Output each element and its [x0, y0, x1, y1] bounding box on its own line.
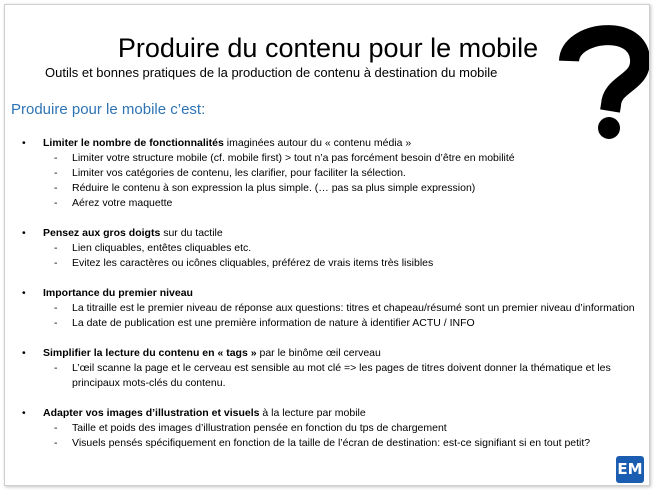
section-2 [11, 226, 641, 271]
sub-item-text: Réduire le contenu à son expression la plus simple. (… pas sa plus simple expression) [72, 182, 476, 194]
section-5 [11, 406, 641, 451]
bullet-bold-text: Limiter le nombre de fonctionnalités [43, 137, 224, 149]
sub-item-text: La date de publication est une première information de nature à identifier ACTU / INFO [72, 317, 475, 329]
sub-item [11, 181, 641, 196]
sub-item-text: Visuels pensés spécifiquement en fonction de la taille de l’écran de destination: est-ce signifiant si en tout petit? [72, 437, 591, 449]
sub-item-text: Limiter votre structure mobile (cf. mobile first) > tout n’a pas forcément besoin d’être en mobilité [72, 152, 515, 164]
bullet-marker: • [22, 227, 26, 239]
slide-subtitle: Outils et bonnes pratiques de la production de contenu à destination du mobile [45, 65, 498, 80]
main-bullet [11, 346, 641, 361]
sub-item-text: La titraille est le premier niveau de réponse aux questions: titres et chapeau/résumé sont un premier niveau d’information [72, 302, 635, 314]
sub-item [11, 436, 641, 451]
question-mark-icon [556, 25, 650, 145]
bullet-text: sur du tactile [160, 227, 223, 239]
section-1 [11, 136, 641, 211]
bullet-text: à la lecture par mobile [259, 407, 366, 419]
bullet-bold-text: Simplifier la lecture du contenu en « tags » [43, 347, 257, 359]
em-logo: EM [616, 456, 644, 483]
dash-marker: - [54, 167, 58, 179]
dash-marker: - [54, 242, 58, 254]
slide-title: Produire du contenu pour le mobile [117, 33, 539, 63]
sub-item [11, 316, 641, 331]
dash-marker: - [54, 152, 58, 164]
section-3 [11, 286, 641, 331]
dash-marker: - [54, 422, 58, 434]
dash-marker: - [54, 257, 58, 269]
sub-item [11, 196, 641, 211]
sub-item-text: Taille et poids des images d’illustration pensée en fonction du tps de chargement [72, 422, 447, 434]
dash-marker: - [54, 302, 58, 314]
main-bullet [11, 136, 641, 151]
bullet-marker: • [22, 347, 26, 359]
bullet-text: imaginées autour du « contenu média » [223, 137, 412, 149]
sub-item [11, 301, 641, 316]
sub-item [11, 421, 641, 436]
dash-marker: - [54, 182, 58, 194]
bullet-bold-text: Pensez aux gros doigts [43, 227, 161, 239]
main-bullet [11, 226, 641, 241]
bullet-bold-text: Importance du premier niveau [43, 287, 193, 299]
sub-item [11, 151, 641, 166]
bullet-bold-text: Adapter vos images d’illustration et visuels [43, 407, 260, 419]
sub-item-text: Lien cliquables, entêtes cliquables etc. [72, 242, 252, 254]
sub-item-text: Limiter vos catégories de contenu, les clarifier, pour faciliter la sélection. [72, 167, 406, 179]
sub-item [11, 361, 641, 391]
slide [4, 4, 650, 486]
section-heading: Produire pour le mobile c’est: [11, 101, 206, 118]
dash-marker: - [54, 197, 58, 209]
sub-item-text: Evitez les caractères ou icônes cliquables, préférez de vrais items très lisibles [72, 257, 434, 269]
bullet-text: par le binôme œil cerveau [256, 347, 381, 359]
dash-marker: - [54, 437, 58, 449]
section-4 [11, 346, 641, 391]
content-list [11, 136, 641, 466]
main-bullet [11, 286, 641, 301]
bullet-marker: • [22, 407, 26, 419]
sub-item [11, 166, 641, 181]
dash-marker: - [54, 362, 58, 374]
bullet-marker: • [22, 287, 26, 299]
main-bullet [11, 406, 641, 421]
sub-item-text: Aérez votre maquette [72, 197, 173, 209]
bullet-marker: • [22, 137, 26, 149]
sub-item-text: L’œil scanne la page et le cerveau est sensible au mot clé => les pages de titres doivent donner la thématique et les principaux mots-clés du contenu. [72, 362, 611, 389]
dash-marker: - [54, 317, 58, 329]
sub-item [11, 256, 641, 271]
sub-item [11, 241, 641, 256]
